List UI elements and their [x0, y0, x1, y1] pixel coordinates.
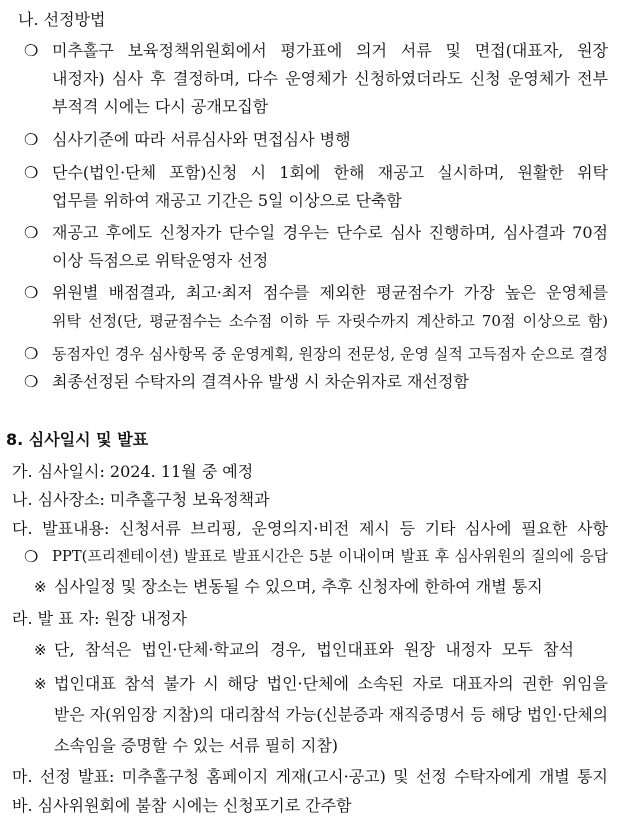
item-3-line-1: 단수(법인·단체 포함)신청 시 1회에 한해 재공고 실시하며, 원활한 위탁 — [52, 163, 608, 182]
circle-bullet: ❍ — [24, 163, 39, 182]
schedule-line: 가. 심사일시: 2024. 11월 중 예정 — [12, 462, 254, 481]
item-6-line-1: 동점자인 경우 심사항목 중 운영계획, 원장의 전문성, 운영 실적 고득점자 순으로 결정 — [52, 345, 608, 363]
item-7-line-1: 최종선정된 수탁자의 결격사유 발생 시 차순위자로 재선정함 — [52, 372, 469, 391]
circle-bullet: ❍ — [24, 372, 39, 391]
item-4-line-1: 재공고 후에도 신청자가 단수일 경우는 단수로 심사 진행하며, 심사결과 70점 — [52, 223, 608, 242]
venue-line: 나. 심사장소: 미추홀구청 보육정책과 — [12, 490, 270, 509]
absence-line: 바. 심사위원회에 불참 시에는 신청포기로 간주함 — [12, 796, 352, 815]
presenter-line: 라. 발 표 자: 원장 내정자 — [12, 609, 188, 628]
item-5-line-1: 위원별 배점결과, 최고·최저 점수를 제외한 평균점수가 가장 높은 운영체를 — [52, 283, 608, 302]
circle-bullet: ❍ — [24, 547, 39, 566]
circle-bullet: ❍ — [24, 344, 39, 363]
section-title-selection-method: 나. 선정방법 — [18, 10, 106, 29]
item-1-line-3: 부적격 시에는 다시 공개모집함 — [52, 97, 269, 116]
circle-bullet: ❍ — [24, 223, 39, 242]
item-4-line-2: 이상 득점으로 위탁운영자 선정 — [52, 251, 269, 270]
circle-bullet: ❍ — [24, 283, 39, 302]
reference-mark: ※ — [34, 675, 47, 693]
item-3-line-2: 업무를 위하여 재공고 기간은 5일 이상으로 단축함 — [52, 191, 402, 210]
item-5-line-2: 위탁 선정(단, 평균점수는 소수점 이하 두 자릿수까지 계산하고 70점 이상으로 함) — [52, 312, 608, 330]
attendance-note: 단, 참석은 법인·단체·학교의 경우, 법인대표와 원장 내정자 모두 참석 — [54, 640, 574, 659]
proxy-note-line-1: 법인대표 참석 불가 시 해당 법인·단체에 소속된 자로 대표자의 권한 위임을 — [54, 674, 608, 693]
schedule-change-note: 심사일정 및 장소는 변동될 수 있으며, 추후 신청자에 한하여 개별 통지 — [54, 577, 543, 596]
section-8-heading: 8. 심사일시 및 발표 — [6, 430, 149, 449]
circle-bullet: ❍ — [24, 41, 39, 60]
announcement-line: 마. 선정 발표: 미추홀구청 홈페이지 게재(고시·공고) 및 선정 수탁자에게 개별 통지 — [12, 767, 608, 786]
proxy-note-line-3: 소속임을 증명할 수 있는 서류 필히 지참) — [54, 736, 339, 755]
item-2-line-1: 심사기준에 따라 서류심사와 면접심사 병행 — [52, 130, 351, 149]
circle-bullet: ❍ — [24, 130, 39, 149]
reference-mark: ※ — [34, 578, 47, 596]
presentation-content-line: 다. 발표내용: 신청서류 브리핑, 운영의지·비전 제시 등 기타 심사에 필요한 사항 — [12, 519, 608, 538]
reference-mark: ※ — [34, 641, 47, 659]
item-1-line-2: 내정자) 심사 후 결정하며, 다수 운영체가 신청하였더라도 신청 운영체가 전부 — [52, 69, 608, 88]
ppt-presentation-line: PPT(프리젠테이션) 발표로 발표시간은 5분 이내이며 발표 후 심사위원의 질의에 응답 — [52, 548, 608, 565]
proxy-note-line-2: 받은 자(위임장 지참)의 대리참석 가능(신분증과 재직증명서 등 해당 법인·단체의 — [54, 705, 608, 724]
item-1-line-1: 미추홀구 보육정책위원회에서 평가표에 의거 서류 및 면접(대표자, 원장 — [52, 41, 608, 60]
